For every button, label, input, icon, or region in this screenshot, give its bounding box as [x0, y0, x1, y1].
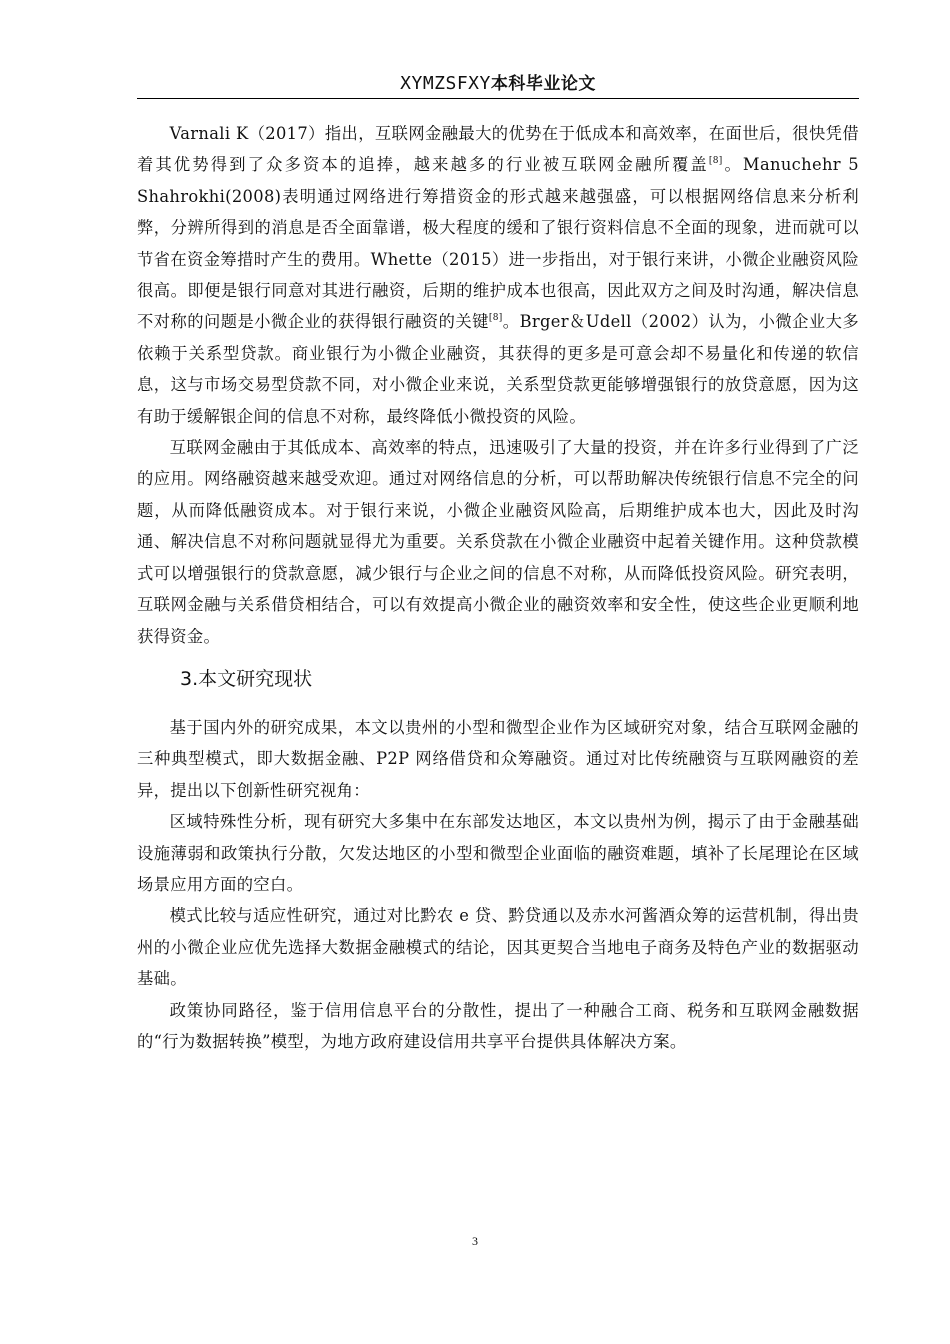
- paragraph-text: Varnali K（2017）指出，互联网金融最大的优势在于低成本和高效率，在面世后，很快凭借着其优势得到了众多资本的追捧，越来越多的行业被互联网金融所覆盖: [137, 124, 859, 175]
- header-rule: [137, 98, 859, 99]
- paragraph-model-comparison: 模式比较与适应性研究，通过对比黔农 e 贷、黔贷通以及赤水河酱酒众筹的运营机制，得出贵州的小微企业应优先选择大数据金融模式的结论，因其更契合当地电子商务及特色产业的数据驱动基础。: [137, 906, 859, 989]
- page-number: 3: [472, 1234, 478, 1248]
- header-label: 本科毕业论文: [490, 74, 596, 94]
- paragraph-research-basis: 基于国内外的研究成果，本文以贵州的小型和微型企业作为区域研究对象，结合互联网金融的三种典型模式，即大数据金融、P2P 网络借贷和众筹融资。通过对比传统融资与互联网融资的差异，提出以下创新性研究视角：: [137, 717, 859, 800]
- citation-marker: [8]: [708, 156, 723, 167]
- page-header: [137, 68, 859, 98]
- paragraph-policy-path: 政策协同路径，鉴于信用信息平台的分散性，提出了一种融合工商、税务和互联网金融数据的“行为数据转换”模型，为地方政府建设信用共享平台提供具体解决方案。: [137, 1000, 859, 1051]
- citation-marker: [8]: [488, 313, 503, 324]
- paragraph-text: 。Brger＆Udell（2002）认为，小微企业大多依赖于关系型贷款。商业银行为小微企业融资，其获得的更多是可意会却不易量化和传递的软信息，这与市场交易型贷款不同，对小微企业来说，关系型贷款更能够增强银行的放贷意愿，因为这有助于缓解银企间的信息不对称，最终降低小微投资的风险。: [137, 312, 859, 426]
- section-heading: 3.本文研究现状: [180, 667, 313, 690]
- paragraph-regional-analysis: 区域特殊性分析，现有研究大多集中在东部发达地区，本文以贵州为例，揭示了由于金融基础设施薄弱和政策执行分散，欠发达地区的小型和微型企业面临的融资难题，填补了长尾理论在区域场景应用方面的空白。: [137, 812, 859, 894]
- header-code: XYMZSFXY: [400, 73, 491, 94]
- paragraph-text: 。Manuchehr 5 Shahrokhi(2008)表明通过网络进行筹措资金的形式越来越强盛，可以根据网络信息来分析利弊，分辨所得到的消息是否全面靠谱，极大程度的缓和了银行资料信息不全面的现象，进而就可以节省在资金筹措时产生的费用。Whette（2015）进一步指出，对于银行来讲，小微企业融资风险很高。即便是银行同意对其进行融资，后期的维护成本也很高，因此双方之间及时沟通，解决信息不对称的问题是小微企业的获得银行融资的关键: [137, 155, 859, 332]
- paragraph-literature-summary: 互联网金融由于其低成本、高效率的特点，迅速吸引了大量的投资，并在许多行业得到了广泛的应用。网络融资越来越受欢迎。通过对网络信息的分析，可以帮助解决传统银行信息不完全的问题，从而降低融资成本。对于银行来说，小微企业融资风险高，后期维护成本也大，因此及时沟通、解决信息不对称问题就显得尤为重要。关系贷款在小微企业融资中起着关键作用。这种贷款模式可以增强银行的贷款意愿，减少银行与企业之间的信息不对称，从而降低投资风险。研究表明，互联网金融与关系借贷相结合，可以有效提高小微企业的融资效率和安全性，使这些企业更顺利地获得资金。: [137, 438, 859, 646]
- document-body: [137, 118, 859, 1057]
- paragraph-literature-foreign: [137, 118, 859, 432]
